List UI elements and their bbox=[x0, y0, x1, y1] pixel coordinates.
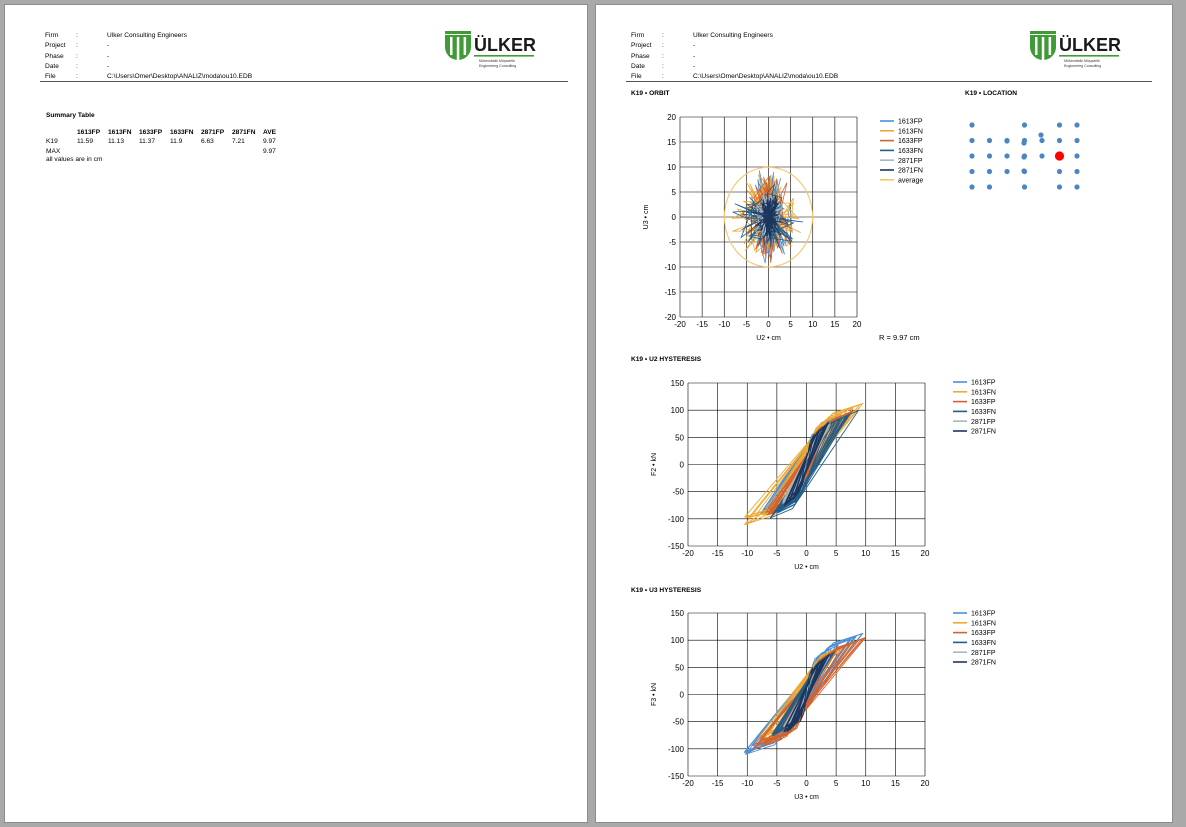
location-dot bbox=[969, 138, 974, 143]
u3-y-tick-label: -150 bbox=[667, 772, 684, 781]
u2-x-tick-label: -10 bbox=[741, 549, 754, 558]
orbit-y-tick-label: 20 bbox=[667, 113, 676, 122]
firm-label: Firm bbox=[631, 32, 645, 39]
u3-legend-label: 1633FN bbox=[971, 640, 996, 647]
ulker-logo bbox=[441, 29, 537, 73]
u3-legend-label: 2871FP bbox=[971, 649, 996, 657]
u3-legend-label: 2871FN bbox=[971, 659, 996, 667]
table-cell: 11.59 bbox=[77, 138, 94, 146]
table-cell: MAX bbox=[46, 147, 61, 155]
location-dot bbox=[969, 122, 974, 127]
date-label: Date bbox=[45, 62, 59, 70]
location-dot bbox=[1074, 153, 1079, 158]
u3-x-axis-label: U3 • cm bbox=[794, 794, 819, 801]
location-dot bbox=[1074, 122, 1079, 127]
phase-value: - bbox=[107, 52, 110, 60]
colon: : bbox=[76, 62, 78, 70]
location-dot bbox=[987, 184, 992, 189]
u2-legend-label: 2871FN bbox=[971, 428, 996, 436]
u2-y-axis-label: F2 • kN bbox=[651, 452, 658, 477]
orbit-legend-label: 1633FN bbox=[898, 148, 923, 155]
project-value: - bbox=[693, 42, 696, 50]
table-cell bbox=[139, 147, 170, 156]
summary-table bbox=[46, 128, 294, 156]
orbit-y-tick-label: 10 bbox=[667, 163, 676, 172]
location-dot bbox=[987, 138, 992, 143]
u2-x-tick-label: 0 bbox=[804, 549, 809, 558]
summary-note: all values are in cm bbox=[46, 155, 103, 163]
u3-plot bbox=[744, 633, 865, 754]
location-dot bbox=[1004, 153, 1009, 158]
location-dot bbox=[1004, 138, 1009, 143]
col-header: 1613FP bbox=[77, 129, 101, 137]
orbit-y-tick-label: -5 bbox=[668, 238, 676, 247]
location-title: K19 • LOCATION bbox=[965, 90, 1018, 97]
phase-label: Phase bbox=[45, 52, 64, 60]
u2-y-tick-label: 0 bbox=[679, 460, 684, 470]
u3-y-tick-label: 100 bbox=[670, 636, 684, 646]
u3-x-tick-label: -20 bbox=[682, 779, 694, 788]
colon: : bbox=[662, 32, 664, 39]
table-cell bbox=[232, 147, 263, 156]
project-label: Project bbox=[631, 42, 652, 50]
location-dot bbox=[987, 169, 992, 174]
orbit-legend-label: 1633FP bbox=[898, 138, 923, 146]
colon: : bbox=[76, 73, 78, 81]
project-label: Project bbox=[45, 42, 66, 50]
orbit-y-tick-label: -10 bbox=[664, 263, 676, 272]
u2-y-tick-label: -100 bbox=[667, 514, 684, 524]
logo-tagline-1: Mühendislik Müşavirlik bbox=[1064, 59, 1100, 63]
summary-header-row bbox=[46, 128, 294, 137]
file-value: C:\Users\Omer\Desktop\ANALIZ\moda\ou10.EDB bbox=[107, 73, 253, 81]
u2-legend-label: 1633FN bbox=[971, 409, 996, 416]
location-dot bbox=[1057, 122, 1062, 127]
u3-y-tick-label: 50 bbox=[675, 663, 684, 673]
colon: : bbox=[662, 52, 664, 60]
u2-y-tick-label: 150 bbox=[670, 379, 684, 388]
location-dot bbox=[1057, 138, 1062, 143]
u2-legend-label: 1613FN bbox=[971, 389, 996, 397]
table-cell: 11.13 bbox=[108, 138, 125, 146]
date-value: - bbox=[107, 62, 110, 70]
location-dot bbox=[1074, 138, 1079, 143]
u2-x-tick-label: 5 bbox=[833, 549, 839, 558]
orbit-y-tick-label: -15 bbox=[664, 288, 676, 297]
location-dot bbox=[1021, 140, 1026, 145]
summary-section bbox=[46, 112, 294, 163]
col-header: 2871FN bbox=[232, 129, 256, 137]
file-label: File bbox=[631, 73, 642, 81]
location-dot bbox=[1057, 169, 1062, 174]
table-cell: 7.21 bbox=[232, 138, 245, 146]
orbit-y-tick-label: 5 bbox=[671, 188, 676, 197]
u3-x-tick-label: 10 bbox=[861, 779, 871, 788]
table-cell bbox=[201, 147, 232, 156]
table-cell: 6.63 bbox=[201, 138, 214, 146]
location-dot bbox=[1021, 168, 1026, 173]
phase-label: Phase bbox=[631, 52, 650, 60]
u2-x-tick-label: -20 bbox=[682, 549, 694, 558]
table-cell bbox=[77, 147, 108, 156]
firm-label: Firm bbox=[45, 32, 59, 39]
u2-y-tick-label: 50 bbox=[675, 433, 684, 443]
u2-legend-label: 1633FP bbox=[971, 399, 996, 407]
location-dot bbox=[1039, 138, 1044, 143]
table-cell: 9.97 bbox=[263, 138, 276, 146]
u3-legend-label: 1633FP bbox=[971, 630, 996, 638]
u3-x-tick-label: 20 bbox=[920, 779, 930, 788]
colon: : bbox=[76, 52, 78, 60]
orbit-legend-label: average bbox=[898, 177, 924, 185]
u3-legend-label: 1613FP bbox=[971, 610, 996, 618]
orbit-x-tick-label: -5 bbox=[742, 320, 750, 329]
header-block bbox=[45, 31, 252, 82]
table-cell: 9.97 bbox=[263, 147, 276, 155]
table-row bbox=[46, 147, 294, 156]
orbit-title: K19 • ORBIT bbox=[631, 90, 670, 97]
location-dot bbox=[1004, 169, 1009, 174]
report-page-1 bbox=[4, 4, 588, 823]
col-header: AVE bbox=[263, 129, 277, 137]
u2-x-tick-label: 20 bbox=[920, 549, 930, 558]
header-divider bbox=[40, 81, 568, 82]
col-header: 1613FN bbox=[108, 129, 132, 137]
col-header: 1633FP bbox=[139, 129, 163, 137]
file-value: C:\Users\Omer\Desktop\ANALIZ\moda\ou10.EDB bbox=[693, 73, 839, 81]
col-header: 2871FP bbox=[201, 129, 225, 137]
date-value: - bbox=[693, 62, 696, 70]
col-header bbox=[46, 128, 77, 137]
colon: : bbox=[662, 62, 664, 70]
u2-legend-label: 2871FP bbox=[971, 418, 996, 426]
u2-x-tick-label: -15 bbox=[711, 549, 724, 558]
phase-value: - bbox=[693, 52, 696, 60]
orbit-legend-label: 2871FN bbox=[898, 167, 923, 175]
orbit-y-tick-label: 0 bbox=[671, 213, 676, 222]
orbit-y-tick-label: 15 bbox=[667, 138, 676, 147]
orbit-x-tick-label: 20 bbox=[852, 320, 862, 329]
location-map bbox=[969, 122, 1079, 189]
u3-legend-label: 1613FN bbox=[971, 620, 996, 628]
location-dot bbox=[1022, 184, 1027, 189]
u3-x-tick-label: -10 bbox=[741, 779, 754, 788]
location-dot bbox=[1074, 184, 1079, 189]
logo-tagline-2: Engineering Consulting bbox=[479, 64, 517, 68]
u2-x-axis-label: U2 • cm bbox=[794, 564, 819, 571]
date-label: Date bbox=[631, 62, 645, 70]
table-cell: 11.37 bbox=[139, 138, 156, 146]
u3-x-tick-label: 0 bbox=[804, 779, 809, 788]
table-cell bbox=[108, 147, 139, 156]
orbit-x-tick-label: 10 bbox=[808, 320, 818, 329]
u3-y-axis-label: F3 • kN bbox=[651, 682, 658, 707]
u2-plot bbox=[745, 403, 863, 524]
u3-x-tick-label: -15 bbox=[711, 779, 724, 788]
u3-y-tick-label: -100 bbox=[667, 744, 684, 754]
orbit-legend-label: 1613FP bbox=[898, 118, 923, 126]
col-header: 1633FN bbox=[170, 129, 194, 137]
table-cell bbox=[170, 147, 201, 156]
table-row bbox=[46, 137, 294, 146]
u3-x-tick-label: 15 bbox=[890, 779, 900, 788]
u2-x-tick-label: 15 bbox=[890, 549, 900, 558]
location-dot bbox=[1038, 132, 1043, 137]
location-dot bbox=[969, 169, 974, 174]
firm-value: Ulker Consulting Engineers bbox=[107, 32, 187, 39]
u2-y-tick-label: 100 bbox=[670, 406, 684, 416]
colon: : bbox=[662, 73, 664, 81]
orbit-x-tick-label: 0 bbox=[766, 320, 771, 329]
project-value: - bbox=[107, 42, 110, 50]
orbit-x-tick-label: 5 bbox=[788, 320, 793, 329]
orbit-x-tick-label: -15 bbox=[696, 320, 708, 329]
orbit-y-tick-label: -20 bbox=[664, 313, 676, 322]
orbit-x-tick-label: -20 bbox=[674, 320, 686, 329]
u2-y-tick-label: -150 bbox=[667, 542, 684, 551]
colon: : bbox=[76, 42, 78, 50]
u3-hysteresis-title: K19 • U3 HYSTERESIS bbox=[631, 587, 702, 594]
report-page-2 bbox=[595, 4, 1173, 823]
location-highlight-dot bbox=[1055, 151, 1064, 160]
u2-legend-label: 1613FP bbox=[971, 379, 996, 387]
logo-tagline-1: Mühendislik Müşavirlik bbox=[479, 59, 515, 63]
location-dot bbox=[1022, 122, 1027, 127]
location-dot bbox=[987, 153, 992, 158]
location-dot bbox=[969, 153, 974, 158]
table-cell: 11.9 bbox=[170, 138, 183, 146]
orbit-axes bbox=[643, 113, 862, 342]
u3-x-tick-label: -5 bbox=[773, 779, 781, 788]
table-cell: K19 bbox=[46, 138, 58, 146]
orbit-x-tick-label: -10 bbox=[718, 320, 731, 329]
file-label: File bbox=[45, 73, 56, 81]
u2-hysteresis-title: K19 • U2 HYSTERESIS bbox=[631, 356, 702, 363]
location-dot bbox=[1057, 184, 1062, 189]
orbit-legend-label: 1613FN bbox=[898, 128, 923, 136]
logo-tagline-2: Engineering Consulting bbox=[1064, 64, 1102, 68]
u2-y-tick-label: -50 bbox=[672, 487, 684, 497]
u2-x-tick-label: 10 bbox=[861, 549, 871, 558]
orbit-x-tick-label: 15 bbox=[830, 320, 840, 329]
firm-value: Ulker Consulting Engineers bbox=[693, 32, 773, 39]
orbit-legend-label: 2871FP bbox=[898, 157, 923, 165]
location-dot bbox=[969, 184, 974, 189]
orbit-x-axis-label: U2 • cm bbox=[756, 335, 781, 342]
logo-name: ÜLKER bbox=[474, 35, 536, 55]
colon: : bbox=[662, 42, 664, 50]
logo-name: ÜLKER bbox=[1059, 35, 1121, 55]
u2-x-tick-label: -5 bbox=[773, 549, 781, 558]
summary-title: Summary Table bbox=[46, 112, 95, 119]
location-dot bbox=[1039, 153, 1044, 158]
orbit-y-axis-label: U3 • cm bbox=[643, 204, 650, 230]
location-dot bbox=[1021, 154, 1026, 159]
location-dot bbox=[1074, 169, 1079, 174]
orbit-radius-label: R = 9.97 cm bbox=[879, 333, 920, 342]
u3-y-tick-label: -50 bbox=[672, 717, 684, 727]
u3-x-tick-label: 5 bbox=[833, 779, 839, 788]
colon: : bbox=[76, 32, 78, 39]
u3-y-tick-label: 0 bbox=[679, 690, 684, 700]
u3-y-tick-label: 150 bbox=[670, 609, 684, 618]
charts-canvas bbox=[596, 5, 1173, 823]
